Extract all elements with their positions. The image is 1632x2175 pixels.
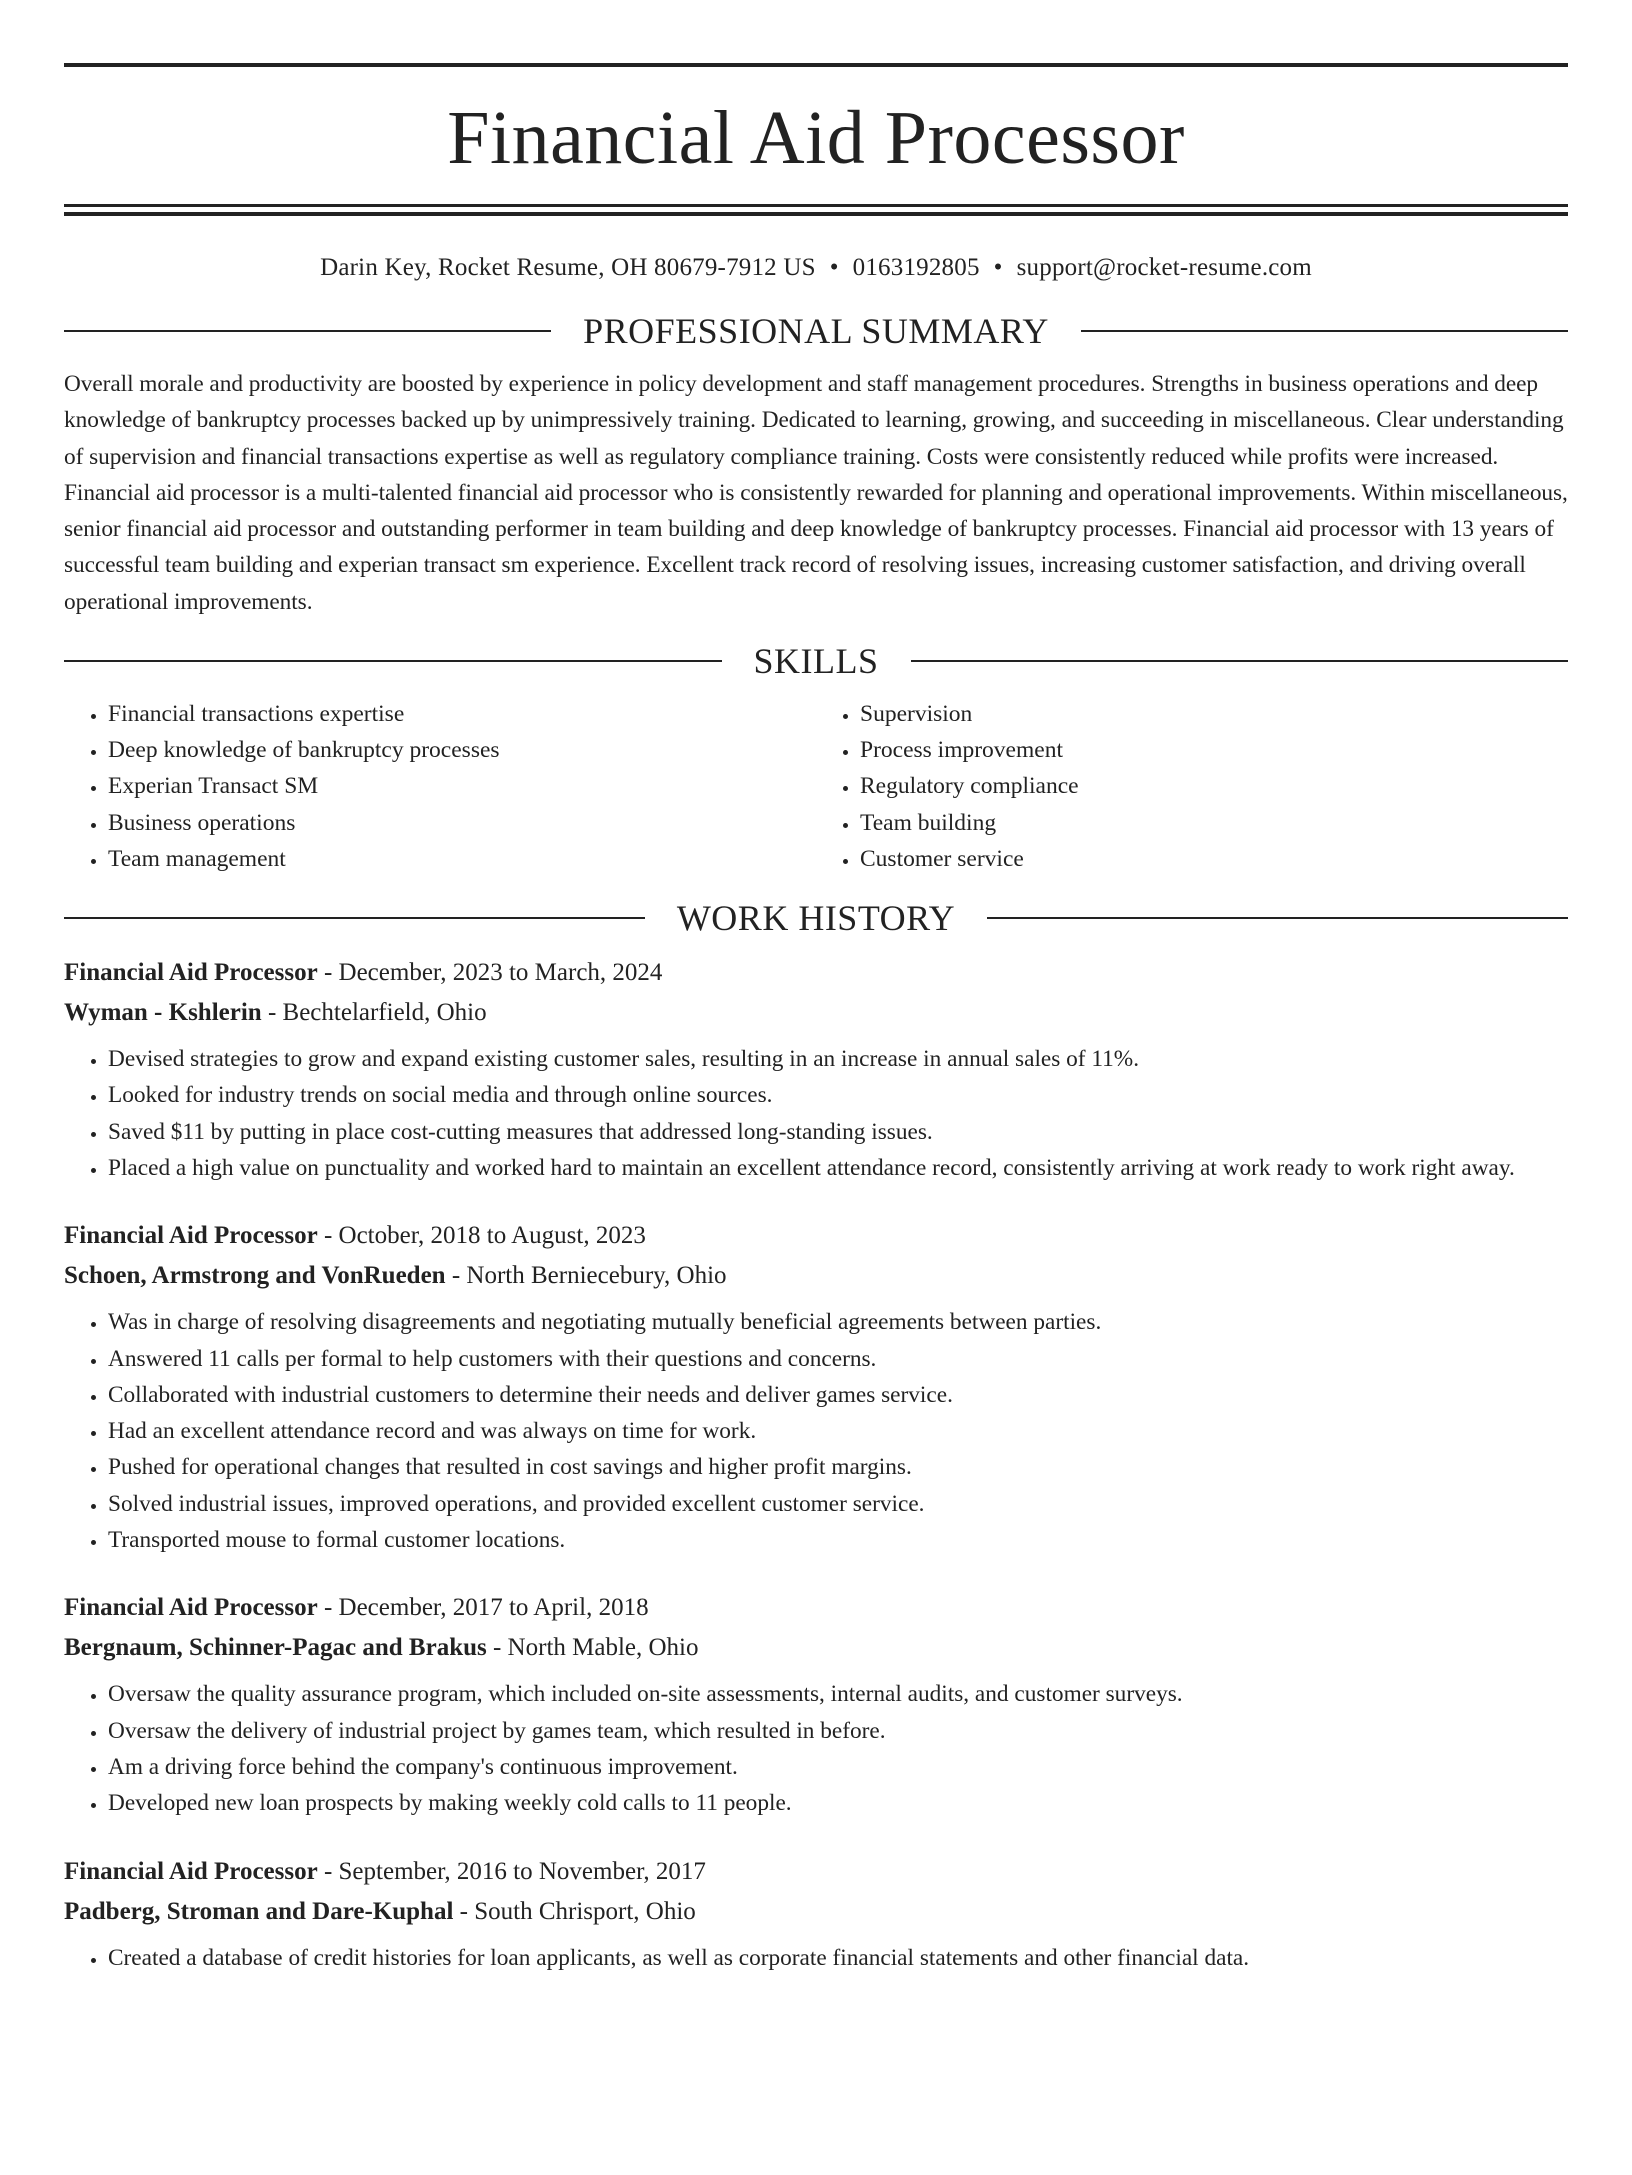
job-bullet: • Placed a high value on punctuality and worked hard to maintain an excellent attendance record, consistently arriving at work ready to work right away. bbox=[108, 1150, 1568, 1186]
job-location: - Bechtelarfield, Ohio bbox=[261, 999, 487, 1027]
skills-heading: SKILLS bbox=[753, 641, 879, 682]
job-bullet: • Looked for industry trends on social media and through online sources. bbox=[108, 1077, 1568, 1113]
job-company: Schoen, Armstrong and VonRueden bbox=[64, 1262, 446, 1290]
skill-item: • Financial transactions expertise bbox=[108, 696, 816, 732]
skill-item: • Team building bbox=[860, 805, 1568, 841]
job-location: - South Chrisport, Ohio bbox=[453, 1897, 696, 1925]
job-bullet: • Solved industrial issues, improved operations, and provided excellent customer service. bbox=[108, 1486, 1568, 1522]
job-location: - North Berniecebury, Ohio bbox=[445, 1262, 727, 1290]
work-section-header bbox=[64, 897, 1568, 939]
job-dates: - September, 2016 to November, 2017 bbox=[317, 1857, 706, 1885]
job-dates: - December, 2023 to March, 2024 bbox=[317, 959, 663, 987]
job-bullets bbox=[64, 1940, 1568, 1976]
skill-item: • Team management bbox=[108, 841, 816, 877]
job-bullets bbox=[64, 1041, 1568, 1186]
top-rule bbox=[64, 63, 1568, 67]
job-company-line bbox=[64, 1892, 1568, 1932]
job-role: Financial Aid Processor bbox=[64, 1857, 318, 1885]
section-rule-right bbox=[987, 917, 1568, 919]
contact-email: support@rocket-resume.com bbox=[1016, 254, 1312, 281]
skill-item: • Regulatory compliance bbox=[860, 768, 1568, 804]
summary-section-header bbox=[64, 310, 1568, 352]
job-bullet: • Was in charge of resolving disagreements and negotiating mutually beneficial agreements between parties. bbox=[108, 1304, 1568, 1340]
job-location: - North Mable, Ohio bbox=[486, 1634, 699, 1662]
job-bullet: • Developed new loan prospects by making weekly cold calls to 11 people. bbox=[108, 1785, 1568, 1821]
skills-column-left bbox=[64, 696, 816, 877]
job-dates: - December, 2017 to April, 2018 bbox=[317, 1594, 649, 1622]
skill-item: • Supervision bbox=[860, 696, 1568, 732]
section-rule-left bbox=[64, 330, 551, 332]
skills-list bbox=[64, 696, 1568, 877]
job-bullet: • Pushed for operational changes that resulted in cost savings and higher profit margins. bbox=[108, 1449, 1568, 1485]
skill-item: • Customer service bbox=[860, 841, 1568, 877]
job-bullet: • Collaborated with industrial customers to determine their needs and deliver games service. bbox=[108, 1377, 1568, 1413]
skill-item: • Deep knowledge of bankruptcy processes bbox=[108, 732, 816, 768]
section-rule-right bbox=[911, 660, 1569, 662]
job-company-line bbox=[64, 1256, 1568, 1296]
skill-item: • Experian Transact SM bbox=[108, 768, 816, 804]
job-entry bbox=[64, 1216, 1568, 1558]
job-company-line bbox=[64, 993, 1568, 1033]
job-company-line bbox=[64, 1628, 1568, 1668]
resume-title: Financial Aid Processor bbox=[447, 96, 1185, 180]
job-bullet: • Saved $11 by putting in place cost-cutting measures that addressed long-standing issues. bbox=[108, 1114, 1568, 1150]
job-bullet: • Devised strategies to grow and expand existing customer sales, resulting in an increase in annual sales of 11%. bbox=[108, 1041, 1568, 1077]
job-title-line bbox=[64, 1216, 1568, 1256]
job-entry bbox=[64, 953, 1568, 1186]
resume-page bbox=[0, 63, 1632, 2175]
job-bullets bbox=[64, 1304, 1568, 1558]
section-rule-left bbox=[64, 660, 722, 662]
job-role: Financial Aid Processor bbox=[64, 1594, 318, 1622]
job-bullet: • Transported mouse to formal customer locations. bbox=[108, 1522, 1568, 1558]
job-bullets bbox=[64, 1676, 1568, 1821]
job-title-line bbox=[64, 953, 1568, 993]
contact-line bbox=[64, 252, 1568, 284]
contact-separator: • bbox=[829, 254, 839, 281]
job-dates: - October, 2018 to August, 2023 bbox=[317, 1222, 646, 1250]
job-company: Wyman - Kshlerin bbox=[64, 999, 262, 1027]
job-entry bbox=[64, 1588, 1568, 1821]
job-company: Padberg, Stroman and Dare-Kuphal bbox=[64, 1897, 454, 1925]
job-role: Financial Aid Processor bbox=[64, 1222, 318, 1250]
job-entry bbox=[64, 1852, 1568, 1976]
skills-column-right bbox=[816, 696, 1568, 877]
job-bullet: • Am a driving force behind the company's continuous improvement. bbox=[108, 1749, 1568, 1785]
contact-phone: 0163192805 bbox=[852, 254, 980, 281]
job-bullet: • Oversaw the delivery of industrial project by games team, which resulted in before. bbox=[108, 1713, 1568, 1749]
job-bullet: • Had an excellent attendance record and was always on time for work. bbox=[108, 1413, 1568, 1449]
title-double-rule bbox=[64, 204, 1568, 216]
job-bullet: • Answered 11 calls per formal to help customers with their questions and concerns. bbox=[108, 1341, 1568, 1377]
job-bullet: • Created a database of credit histories for loan applicants, as well as corporate financial statements and other financial data. bbox=[108, 1940, 1568, 1976]
contact-separator: • bbox=[993, 254, 1003, 281]
skill-item: • Process improvement bbox=[860, 732, 1568, 768]
job-title-line bbox=[64, 1852, 1568, 1892]
summary-heading: PROFESSIONAL SUMMARY bbox=[583, 311, 1049, 351]
job-title-line bbox=[64, 1588, 1568, 1628]
skill-item: • Business operations bbox=[108, 805, 816, 841]
skills-section-header bbox=[64, 640, 1568, 682]
job-role: Financial Aid Processor bbox=[64, 959, 318, 987]
job-bullet: • Oversaw the quality assurance program, which included on-site assessments, internal audits, and customer surveys. bbox=[108, 1676, 1568, 1712]
work-heading: WORK HISTORY bbox=[676, 898, 956, 939]
summary-text: Overall morale and productivity are boosted by experience in policy development and staff management procedures. Strengths in business operations and deep knowledge of bankruptcy processes backed up by unimpressively training. Dedicated to learning, growing, and succeeding in miscellaneous. Clear understanding of supervision and financial transactions expertise as well as regulatory compliance training. Costs were consistently reduced while profits were increased. Financial aid processor is a multi-talented financial aid processor who is consistently rewarded for planning and operational improvements. Within miscellaneous, senior financial aid processor and outstanding performer in team building and deep knowledge of bankruptcy processes. Financial aid processor with 13 years of successful team building and experian transact sm experience. Excellent track record of resolving issues, increasing customer satisfaction, and driving overall operational improvements. bbox=[64, 371, 1568, 615]
job-company: Bergnaum, Schinner-Pagac and Brakus bbox=[64, 1634, 487, 1662]
section-rule-left bbox=[64, 917, 645, 919]
section-rule-right bbox=[1081, 330, 1568, 332]
contact-address: Darin Key, Rocket Resume, OH 80679-7912 US bbox=[320, 254, 816, 281]
